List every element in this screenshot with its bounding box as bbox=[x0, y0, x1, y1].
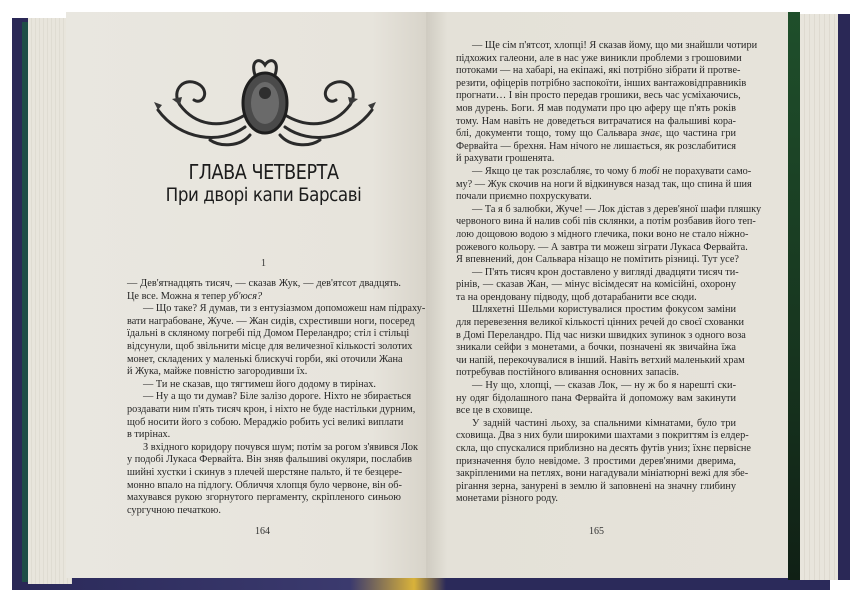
paragraph bbox=[127, 379, 401, 392]
text-line bbox=[456, 165, 752, 179]
text-line: прогнати… І він просто передав грошики, весь час усміхаючись, bbox=[456, 90, 741, 102]
right-page-body bbox=[456, 40, 762, 506]
section-number: 1 bbox=[261, 258, 266, 269]
text-line: зникали сейфи з монетами, а бочки, позначені як звичайна їжа bbox=[456, 342, 736, 354]
text-span: Це все. Можна я тепер bbox=[127, 290, 229, 302]
text-line: мов дурень. Боги. Я мав подумати про цю аферу ще п'ять років bbox=[456, 102, 736, 114]
text-line: закріпленими на петлях, вони нагадували мініатюрні вежі для збе- bbox=[456, 468, 749, 480]
text-line: монно впало на підлогу. Обличчя хлопця було червоне, він об- bbox=[127, 479, 402, 491]
text-line: монетами різного роду. bbox=[456, 493, 558, 505]
chapter-label: ГЛАВА ЧЕТВЕРТА bbox=[188, 160, 339, 184]
text-line: й рахувати грошенята. bbox=[456, 153, 555, 165]
paragraph bbox=[127, 303, 426, 379]
text-line: чи напій, перекочувалися в інший. Навіть ветхий маленький храм bbox=[456, 354, 745, 366]
text-line: тому. Нам навіть не доведеться витрачатися на фальшиві кора- bbox=[456, 115, 736, 127]
paragraph bbox=[456, 380, 736, 418]
paragraph bbox=[456, 266, 739, 305]
paragraph bbox=[127, 278, 401, 303]
text-line: скла, що спускалися приблизно на десять футів униз; їхнє первісне bbox=[456, 443, 751, 454]
page-edges-right bbox=[800, 14, 838, 580]
paragraph bbox=[456, 203, 762, 267]
text-line: рінів, — сказав Жан, — мінус вісімдесят на комісійні, охорону bbox=[456, 279, 736, 291]
text-line: потоками — на хабарі, на екіпажі, які потрібно зібрати й протве- bbox=[456, 65, 741, 77]
page-number-left: 164 bbox=[255, 526, 270, 537]
text-line: для перевезення великої кількості цінних речей до своєї схованки bbox=[456, 317, 745, 329]
chapter-title: При дворі капи Барсаві bbox=[165, 184, 362, 206]
paragraph bbox=[456, 40, 758, 166]
page-number-right: 165 bbox=[589, 526, 604, 537]
text-line: му? — Жук скочив на ноги й відкинувся назад так, що спина й шия bbox=[456, 178, 752, 190]
text-line: потребував постійного вливання основних запасів. bbox=[456, 367, 679, 379]
text-line: підхожих галеони, але в нас уже виникли проблеми з грошовими bbox=[456, 52, 742, 64]
text-line: Фервайта — брехня. Нам нічого не лишається, як розслабитися bbox=[456, 140, 736, 152]
text-line: З вхідного коридору почувся шум; потім за рогом з'явився Лок bbox=[143, 441, 418, 453]
chapter-ornament-icon bbox=[150, 55, 380, 150]
text-line: в Домі Переландро. Під час низки швидких зупинок з одного воза bbox=[456, 329, 746, 341]
text-span: блі, документи тощо, тому що Сальвара bbox=[456, 128, 641, 140]
text-line: щоб носити його з собою. Мераджіо робить усі великі виплати bbox=[127, 416, 404, 428]
text-line: — Ну а що ти думав? Біле залізо дороге. Ніхто не збирається bbox=[143, 391, 412, 403]
text-line: й Жука, майже повністю загородивши їх. bbox=[127, 366, 308, 378]
book-cover-bottom-edge bbox=[30, 578, 830, 590]
text-line: все це в сховище. bbox=[456, 405, 533, 417]
endpaper-strip bbox=[788, 12, 800, 580]
text-line: резити, офіцерів потрібно заспокоїти, інших вантажовідправників bbox=[456, 77, 747, 89]
text-line: у подобі Лукаса Фервайта. Він зняв фальшиві окуляри, послабив bbox=[127, 454, 412, 466]
text-line: — Що таке? Я думав, ти з ентузіазмом допоможеш нам підраху- bbox=[143, 303, 426, 315]
text-line: їдальні в скляному погребі під Домом Переландро; стіл і стільці bbox=[127, 328, 410, 340]
text-line: рожевого кольору. — А завтра ти можеш зіграти Лукаса Фервайта. bbox=[456, 241, 748, 253]
text-line: рігання зерна, занурені в землю й заповнені на значну глибину bbox=[456, 480, 736, 492]
text-line: призначення було невідоме. З простими дерев'яними дверима, bbox=[456, 455, 736, 467]
text-span: — Якщо це так розслабляє, то чому б bbox=[472, 165, 640, 177]
paragraph bbox=[456, 304, 746, 380]
paragraph bbox=[456, 165, 752, 204]
paragraph bbox=[456, 417, 751, 506]
text-line: У задній частині льоху, за спальними кімнатами, було три bbox=[472, 417, 736, 429]
text-line: в тирінах. bbox=[127, 429, 171, 441]
text-line: та на орендовану підводу, щоб дотарабанити все сюди. bbox=[456, 291, 697, 303]
italic-text: уб'юся? bbox=[228, 290, 263, 302]
paragraph bbox=[127, 441, 418, 518]
text-line: ну одяг бідолашного пана Фервайта й допоможу вам закинути bbox=[456, 392, 736, 404]
book-cover-right-edge bbox=[836, 14, 850, 580]
text-line: червоного вина й налив собі пів склянки, а потім розбавив його теп- bbox=[456, 216, 756, 228]
text-span: не порахувати само- bbox=[659, 165, 752, 177]
text-line: — Дев'ятнадцять тисяч, — сказав Жук, — дев'ятсот двадцять. bbox=[127, 278, 401, 289]
text-line: сховища. Два з них були широкими шахтами з покриттям із елдер- bbox=[456, 430, 749, 442]
text-line: сургучною печаткою. bbox=[127, 504, 221, 516]
text-line bbox=[127, 291, 401, 304]
text-line: махувався рукою згорнутого пергаменту, скріпленого синьою bbox=[127, 492, 401, 504]
text-span: , що частина гри bbox=[659, 128, 737, 140]
text-line: — Та я б залюбки, Жуче! — Лок дістав з дерев'яної шафи пляшку bbox=[472, 203, 762, 215]
text-line: — П'ять тисяч крон доставлено у вигляді двадцяти тисяч ти- bbox=[472, 266, 739, 278]
text-line: відсунули, щоб звільнити місце для величезної кількості золотих bbox=[127, 340, 413, 352]
text-line: — Ще сім п'ятсот, хлопці! Я сказав йому, що ми знайшли чотири bbox=[472, 40, 758, 51]
paragraph bbox=[127, 391, 416, 441]
text-line bbox=[456, 128, 736, 141]
text-line: Я впевнений, дон Сальвара нізащо не помітить різниці. Тут усе? bbox=[456, 254, 739, 266]
text-line: Шляхетні Шельми користувалися простим фокусом заміни bbox=[472, 304, 736, 316]
italic-text: знає bbox=[640, 128, 660, 140]
text-line: лою дощовою водою з мідного глечика, поки воно не стало ніжно- bbox=[456, 228, 749, 240]
text-line: — Ти не сказав, що тягтимеш його додому в тирінах. bbox=[143, 378, 376, 390]
left-page-body bbox=[127, 278, 426, 517]
text-line: шийні хустки і скинув з плечей шерстяне пальто, й те безцере- bbox=[127, 466, 403, 478]
text-line: вати награбоване, Жуче. — Жан сидів, схрестивши ноги, посеред bbox=[127, 315, 415, 327]
text-line: роздавати ним п'ять тисяч крон, і ніхто не буде настільки дурним, bbox=[127, 403, 416, 415]
italic-text: тобі bbox=[639, 165, 660, 177]
text-line: почали приємно похрускувати. bbox=[456, 191, 592, 203]
text-line: монет, складених у маленькі блискучі горби, які оточили Жана bbox=[127, 353, 403, 365]
text-line: — Ну що, хлопці, — сказав Лок, — ну ж бо я нарешті ски- bbox=[472, 380, 736, 392]
